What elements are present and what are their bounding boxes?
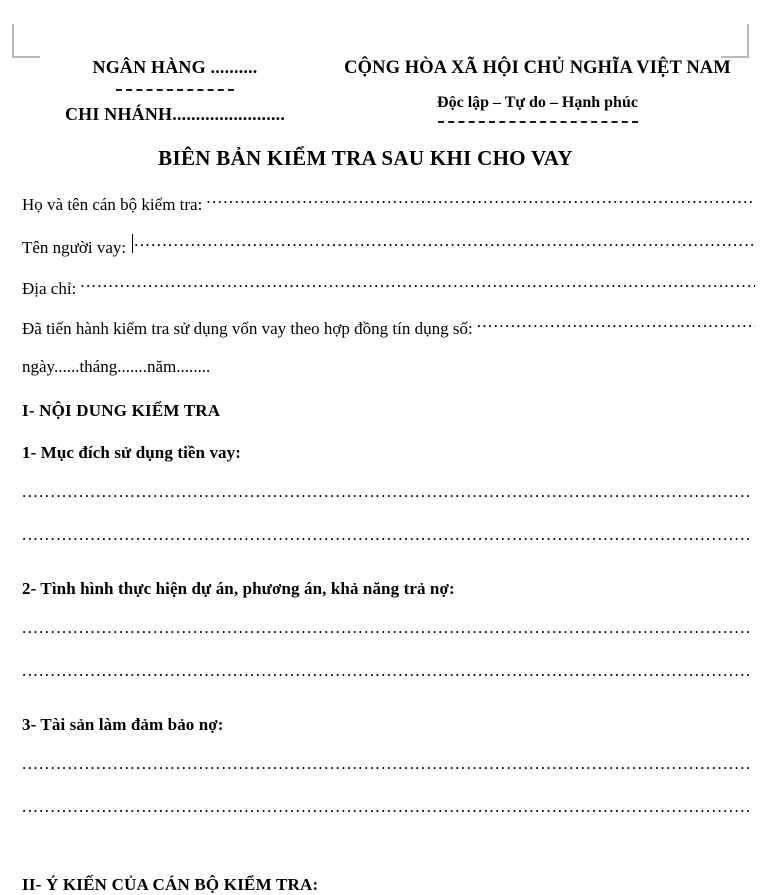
document-header [0,0,761,125]
motto-underline-divider [438,121,638,123]
inspector-name-input[interactable] [206,193,755,210]
inspection-statement-line-1[interactable] [22,317,755,339]
inspection-statement [22,317,755,339]
section-heading-ii: II- Ý KIẾN CỦA CÁN BỘ KIỂM TRA: [22,874,319,894]
answer-line-item-3-b[interactable] [22,802,749,819]
document-content [0,193,761,894]
inspector-name-label: Họ và tên cán bộ kiểm tra: [22,195,203,215]
field-row-inspector-name[interactable] [22,193,755,215]
national-title: CỘNG HÒA XÃ HỘI CHỦ NGHĨA VIỆT NAM [344,58,731,78]
answer-line-item-1-b[interactable] [22,530,749,547]
item-heading-3: 3- Tài sản làm đảm bảo nợ: [22,714,224,734]
item-heading-1: 1- Mục đích sử dụng tiền vay: [22,442,242,462]
address-input[interactable] [80,277,755,294]
borrower-name-input[interactable] [134,236,755,253]
field-row-borrower-name[interactable] [22,234,755,258]
inspection-date-label: ngày......tháng.......năm........ [22,357,211,377]
item-heading-2: 2- Tình hình thực hiện dự án, phương án, khả năng trả nợ: [22,578,455,598]
inspection-statement-date-line[interactable] [22,358,755,377]
answer-line-item-1-a[interactable] [22,487,749,504]
answer-line-item-3-a[interactable] [22,759,749,776]
spacer [22,845,755,851]
branch-name: CHI NHÁNH........................ [64,104,286,125]
organization-underline-divider [116,89,234,91]
field-row-address[interactable] [22,277,755,299]
borrower-name-label: Tên người vay: [22,238,127,258]
header-left-column [0,56,340,125]
section-heading-i: I- NỘI DUNG KIỂM TRA [22,400,221,420]
organization-name: NGÂN HÀNG .......... [92,57,258,77]
header-right-column [340,56,761,123]
answer-line-item-2-b[interactable] [22,666,749,683]
answer-line-item-2-a[interactable] [22,623,749,640]
page-title: BIÊN BẢN KIỂM TRA SAU KHI CHO VAY [158,146,573,171]
credit-contract-label: Đã tiến hành kiểm tra sử dụng vốn vay theo hợp đồng tín dụng số: [22,319,473,339]
national-motto: Độc lập – Tự do – Hạnh phúc [437,94,638,112]
text-cursor-caret [132,234,133,253]
credit-contract-number-input[interactable] [477,317,755,334]
address-label: Địa chỉ: [22,278,77,298]
